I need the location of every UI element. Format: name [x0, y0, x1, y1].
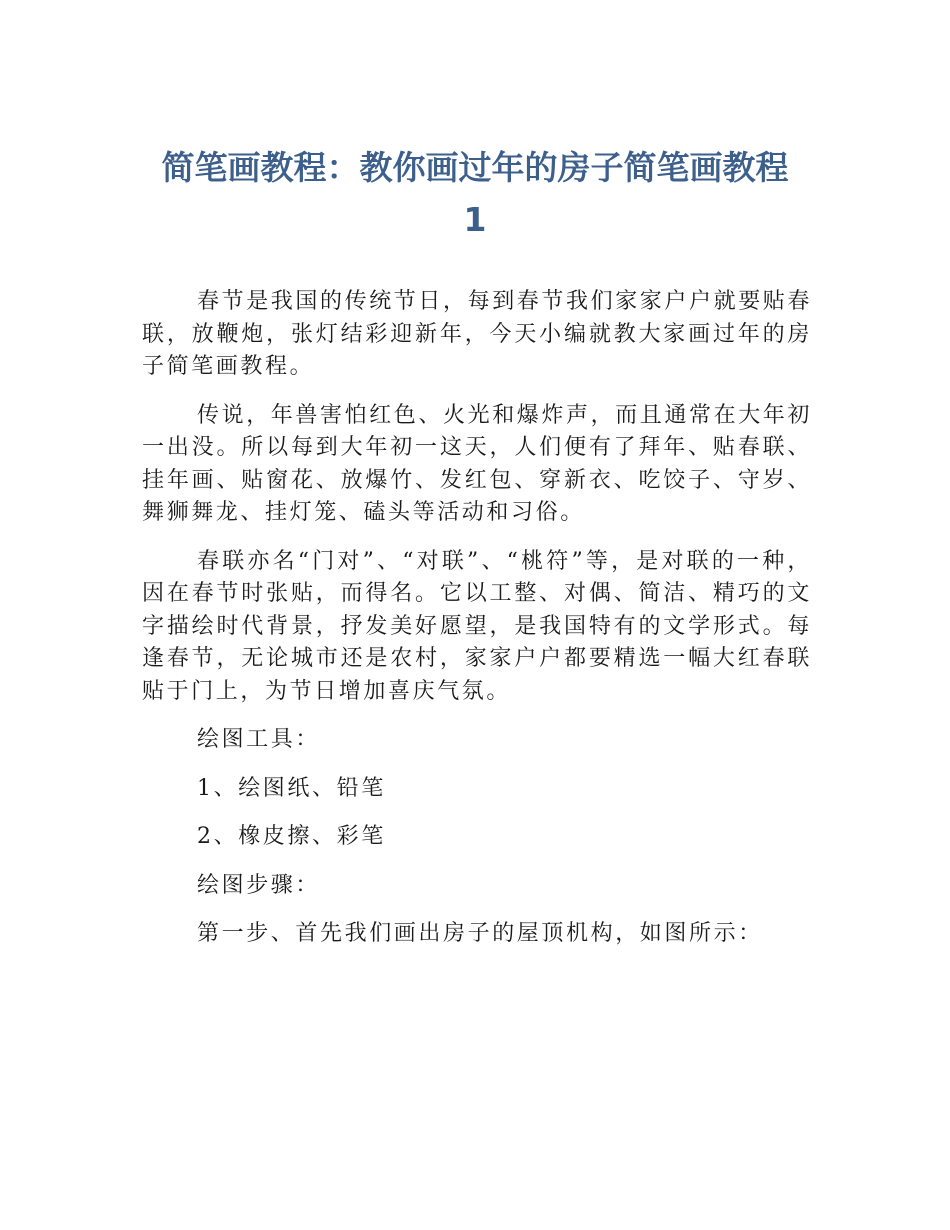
paragraph-legend: 传说，年兽害怕红色、火光和爆炸声，而且通常在大年初一出没。所以每到大年初一这天，人们便有了拜年、贴春联、挂年画、贴窗花、放爆竹、发红包、穿新衣、吃饺子、守岁、舞狮舞龙、挂灯笼、磕头等活动和习俗。 [142, 402, 813, 525]
steps-heading: 绘图步骤： [197, 872, 321, 898]
document-title [120, 142, 830, 246]
document-body [142, 286, 812, 967]
paragraph-couplets: 春联亦名“门对”、“对联”、“桃符”等，是对联的一种，因在春节时张贴，而得名。它以工整、对偶、简洁、精巧的文字描绘时代背景，抒发美好愿望，是我国特有的文学形式。每逢春节，无论城市还是农村，家家户户都要精选一幅大红春联贴于门上，为节日增加喜庆气氛。 [142, 548, 812, 704]
paragraph-intro: 春节是我国的传统节日，每到春节我们家家户户就要贴春联，放鞭炮，张灯结彩迎新年，今天小编就教大家画过年的房子简笔画教程。 [142, 289, 813, 379]
title-line-1: 简笔画教程：教你画过年的房子简笔画教程 [161, 148, 789, 187]
title-line-2: 1 [463, 200, 487, 239]
tool-item-2: 2、橡皮擦、彩笔 [197, 824, 386, 849]
tools-heading: 绘图工具： [197, 727, 321, 752]
step-item-1: 第一步、首先我们画出房子的屋顶机构，如图所示： [197, 921, 763, 946]
tool-item-1: 1、绘图纸、铅笔 [197, 775, 386, 801]
